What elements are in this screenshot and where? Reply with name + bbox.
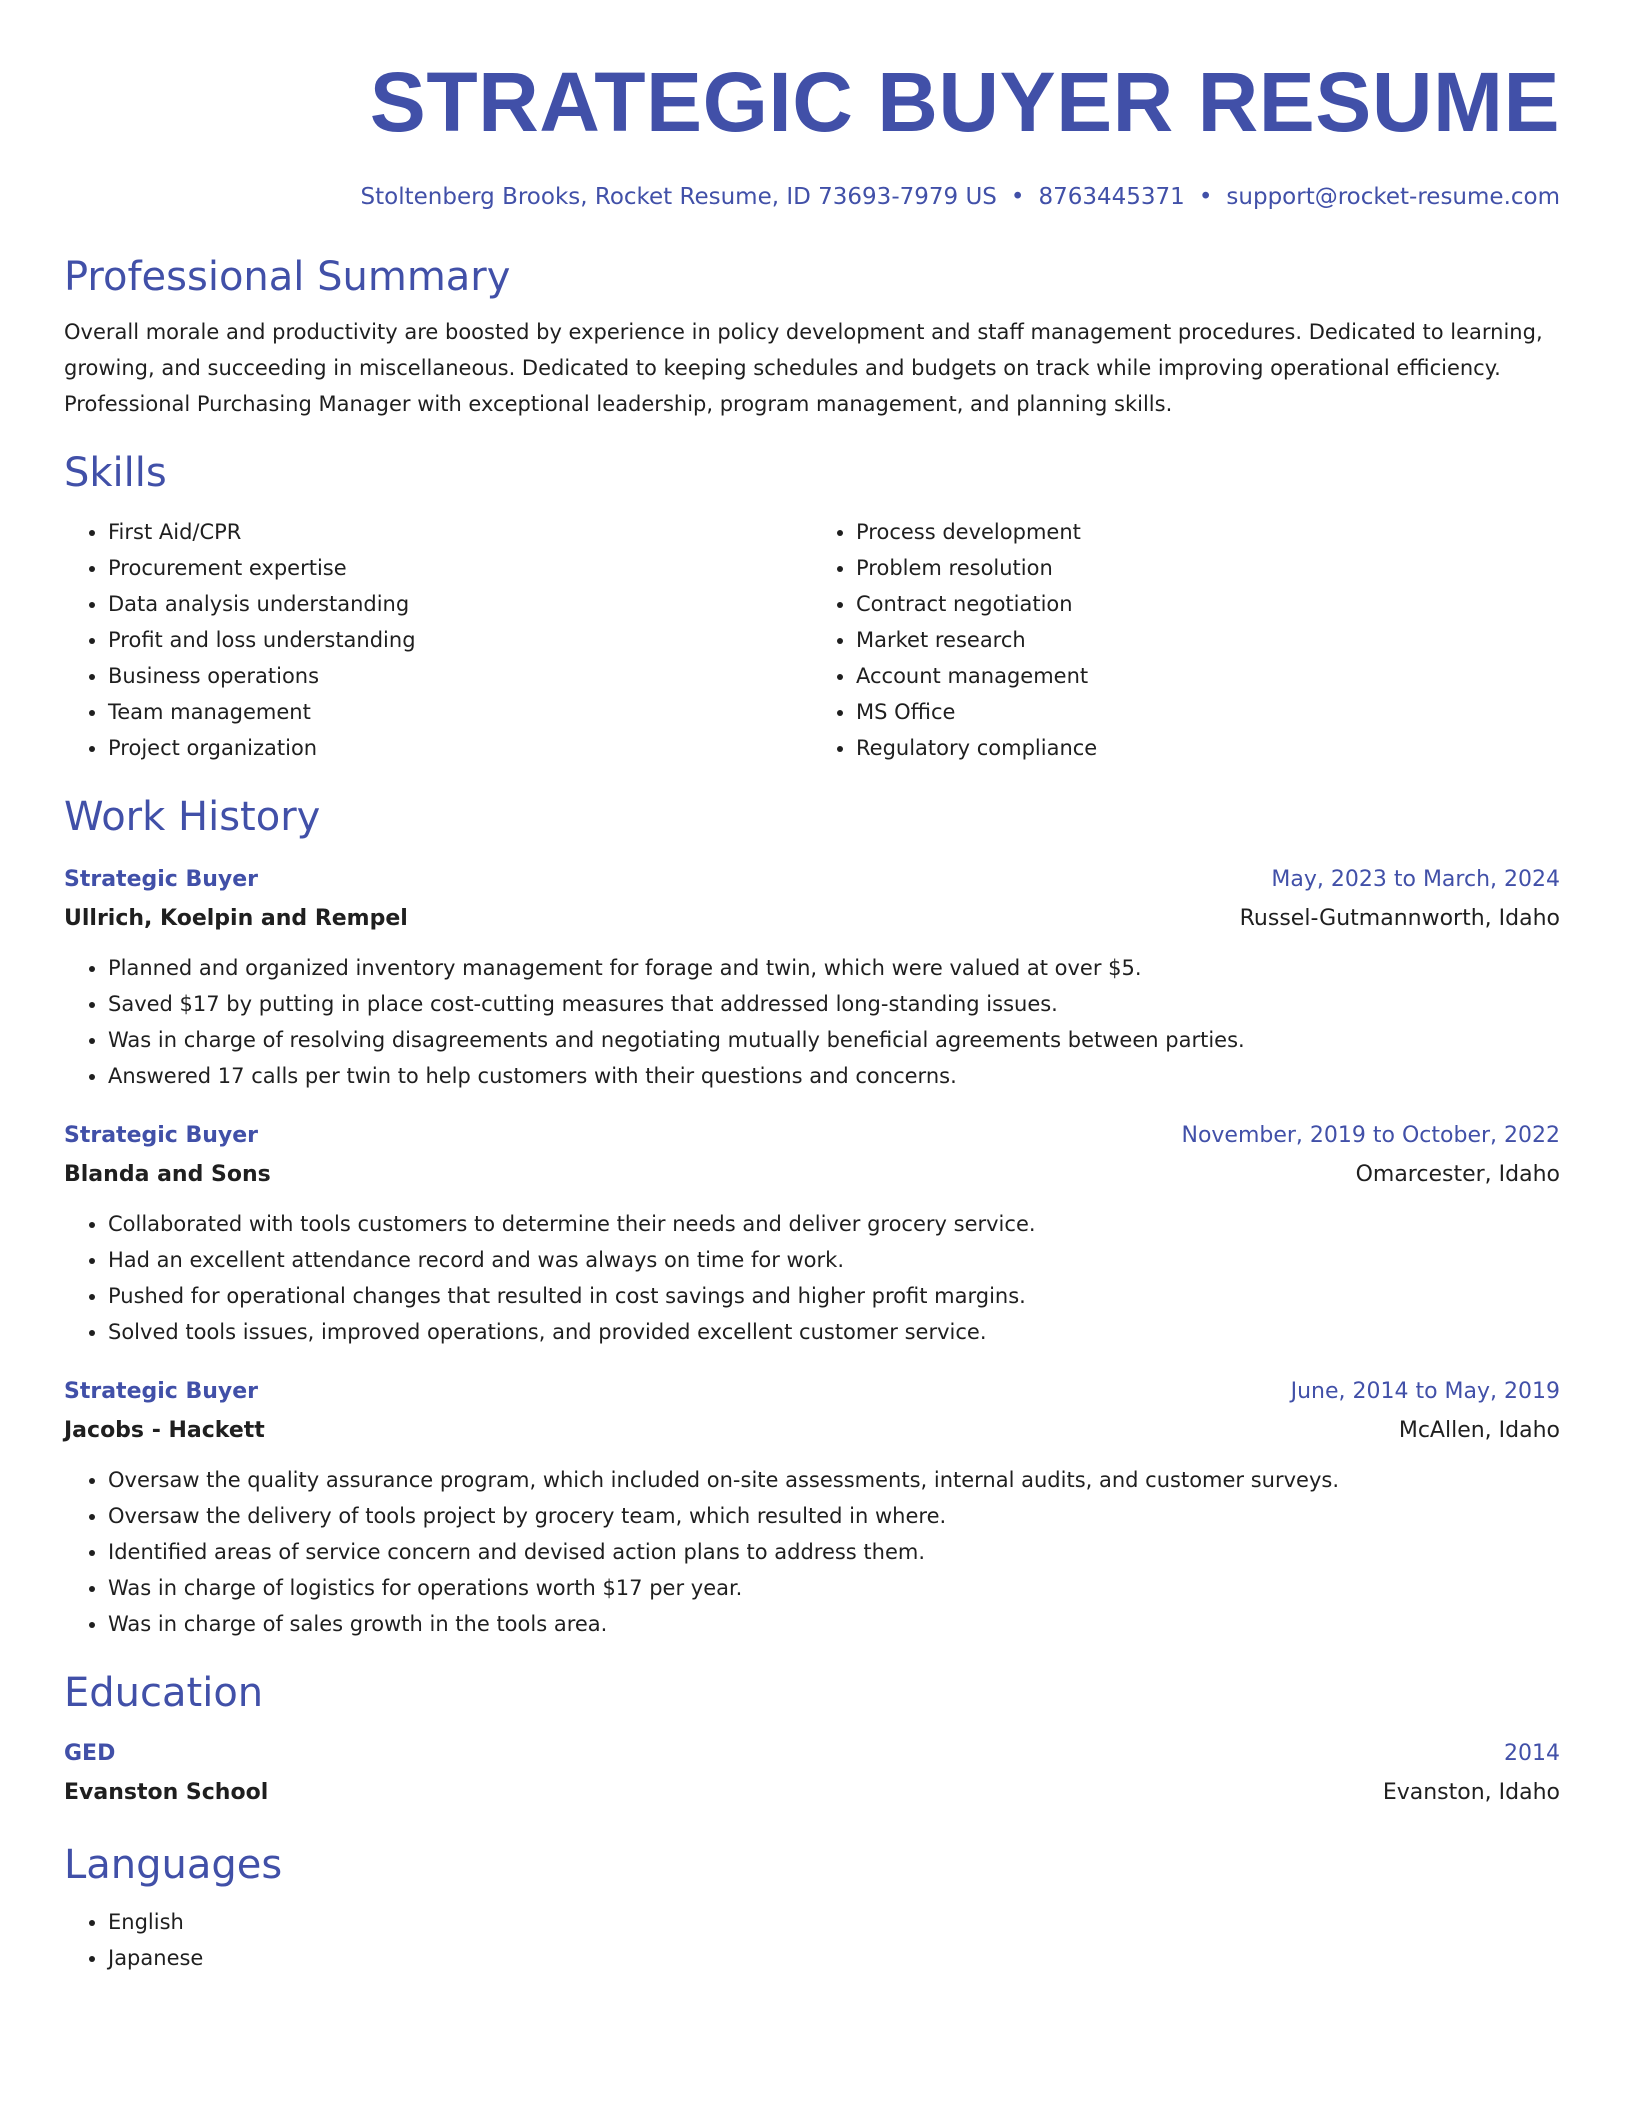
skill-item: • First Aid/CPR (108, 514, 812, 550)
skill-item: • Process development (856, 514, 1560, 550)
skill-item: • Profit and loss understanding (108, 622, 812, 658)
job-bullet: • Oversaw the quality assurance program, which included on-site assessments, internal audits, and customer surveys. (108, 1462, 1560, 1498)
job-location: McAllen, Idaho (1398, 1418, 1560, 1443)
job-dates: May, 2023 to March, 2024 (1271, 867, 1560, 892)
job-company: Jacobs - Hackett (64, 1418, 265, 1443)
job-bullet: • Pushed for operational changes that resulted in cost savings and higher profit margins. (108, 1278, 1560, 1314)
job-title: Strategic Buyer (64, 1379, 259, 1404)
contact-address: Stoltenberg Brooks, Rocket Resume, ID 73693-7979 US (360, 184, 997, 210)
languages-heading: Languages (64, 1842, 283, 1888)
job-bullet: • Solved tools issues, improved operations, and provided excellent customer service. (108, 1314, 1560, 1350)
education-heading: Education (64, 1670, 264, 1716)
contact-email[interactable]: support@rocket-resume.com (1226, 184, 1560, 210)
skills-heading: Skills (64, 450, 167, 496)
job-entry (64, 1116, 1560, 1350)
job-bullet: • Saved $17 by putting in place cost-cutting measures that addressed long-standing issues. (108, 986, 1560, 1022)
job-entry (64, 860, 1560, 1094)
job-company: Blanda and Sons (64, 1162, 271, 1187)
skill-item: • Contract negotiation (856, 586, 1560, 622)
job-bullet: • Was in charge of sales growth in the tools area. (108, 1606, 1560, 1642)
languages-section (64, 1840, 1560, 1976)
education-location: Evanston, Idaho (1382, 1780, 1560, 1805)
resume-page (64, 48, 1560, 1976)
job-title: Strategic Buyer (64, 867, 259, 892)
skill-item: • Regulatory compliance (856, 730, 1560, 766)
job-dates: June, 2014 to May, 2019 (1290, 1379, 1560, 1404)
education-entry (64, 1734, 1560, 1812)
contact-line (64, 180, 1560, 214)
job-entry (64, 1372, 1560, 1642)
job-bullet: • Was in charge of logistics for operations worth $17 per year. (108, 1570, 1560, 1606)
job-title: Strategic Buyer (64, 1123, 259, 1148)
skill-item: • Problem resolution (856, 550, 1560, 586)
education-year: 2014 (1504, 1741, 1560, 1766)
education-school: Evanston School (64, 1780, 269, 1805)
summary-section (64, 252, 1560, 422)
language-item: • Japanese (108, 1940, 1560, 1976)
job-location: Omarcester, Idaho (1355, 1162, 1560, 1187)
summary-text: Overall morale and productivity are boosted by experience in policy development and staff management procedures. Dedicated to learning, growing, and succeeding in miscellaneous. Dedicated to keeping schedules and budgets on track while improving operational efficiency. Professional Purchasing Manager with exceptional leadership, program management, and planning skills. (64, 320, 1543, 416)
job-bullet: • Planned and organized inventory management for forage and twin, which were valued at over $5. (108, 950, 1560, 986)
job-bullet: • Identified areas of service concern and devised action plans to address them. (108, 1534, 1560, 1570)
skills-section (64, 448, 1560, 766)
skill-item: • Account management (856, 658, 1560, 694)
job-bullet: • Was in charge of resolving disagreements and negotiating mutually beneficial agreements between parties. (108, 1022, 1560, 1058)
job-bullet: • Oversaw the delivery of tools project by grocery team, which resulted in where. (108, 1498, 1560, 1534)
summary-heading: Professional Summary (64, 254, 511, 300)
education-section (64, 1668, 1560, 1812)
skill-item: • Business operations (108, 658, 812, 694)
job-location: Russel-Gutmannworth, Idaho (1239, 906, 1560, 931)
work-history-section (64, 792, 1560, 1642)
resume-title: STRATEGIC BUYER RESUME (369, 55, 1560, 149)
job-dates: November, 2019 to October, 2022 (1181, 1123, 1560, 1148)
skill-item: • MS Office (856, 694, 1560, 730)
skill-item: • Market research (856, 622, 1560, 658)
job-bullet: • Collaborated with tools customers to determine their needs and deliver grocery service. (108, 1206, 1560, 1242)
language-item: • English (108, 1904, 1560, 1940)
skill-item: • Data analysis understanding (108, 586, 812, 622)
contact-phone: 8763445371 (1038, 184, 1185, 210)
contact-separator: • (1198, 184, 1213, 210)
skill-item: • Procurement expertise (108, 550, 812, 586)
skill-item: • Team management (108, 694, 812, 730)
skills-column-right (812, 514, 1560, 766)
skills-column-left (64, 514, 812, 766)
work-history-heading: Work History (64, 794, 321, 840)
skill-item: • Project organization (108, 730, 812, 766)
contact-separator: • (1010, 184, 1025, 210)
job-company: Ullrich, Koelpin and Rempel (64, 906, 408, 931)
job-bullet: • Had an excellent attendance record and was always on time for work. (108, 1242, 1560, 1278)
job-bullet: • Answered 17 calls per twin to help customers with their questions and concerns. (108, 1058, 1560, 1094)
education-degree: GED (64, 1741, 116, 1766)
